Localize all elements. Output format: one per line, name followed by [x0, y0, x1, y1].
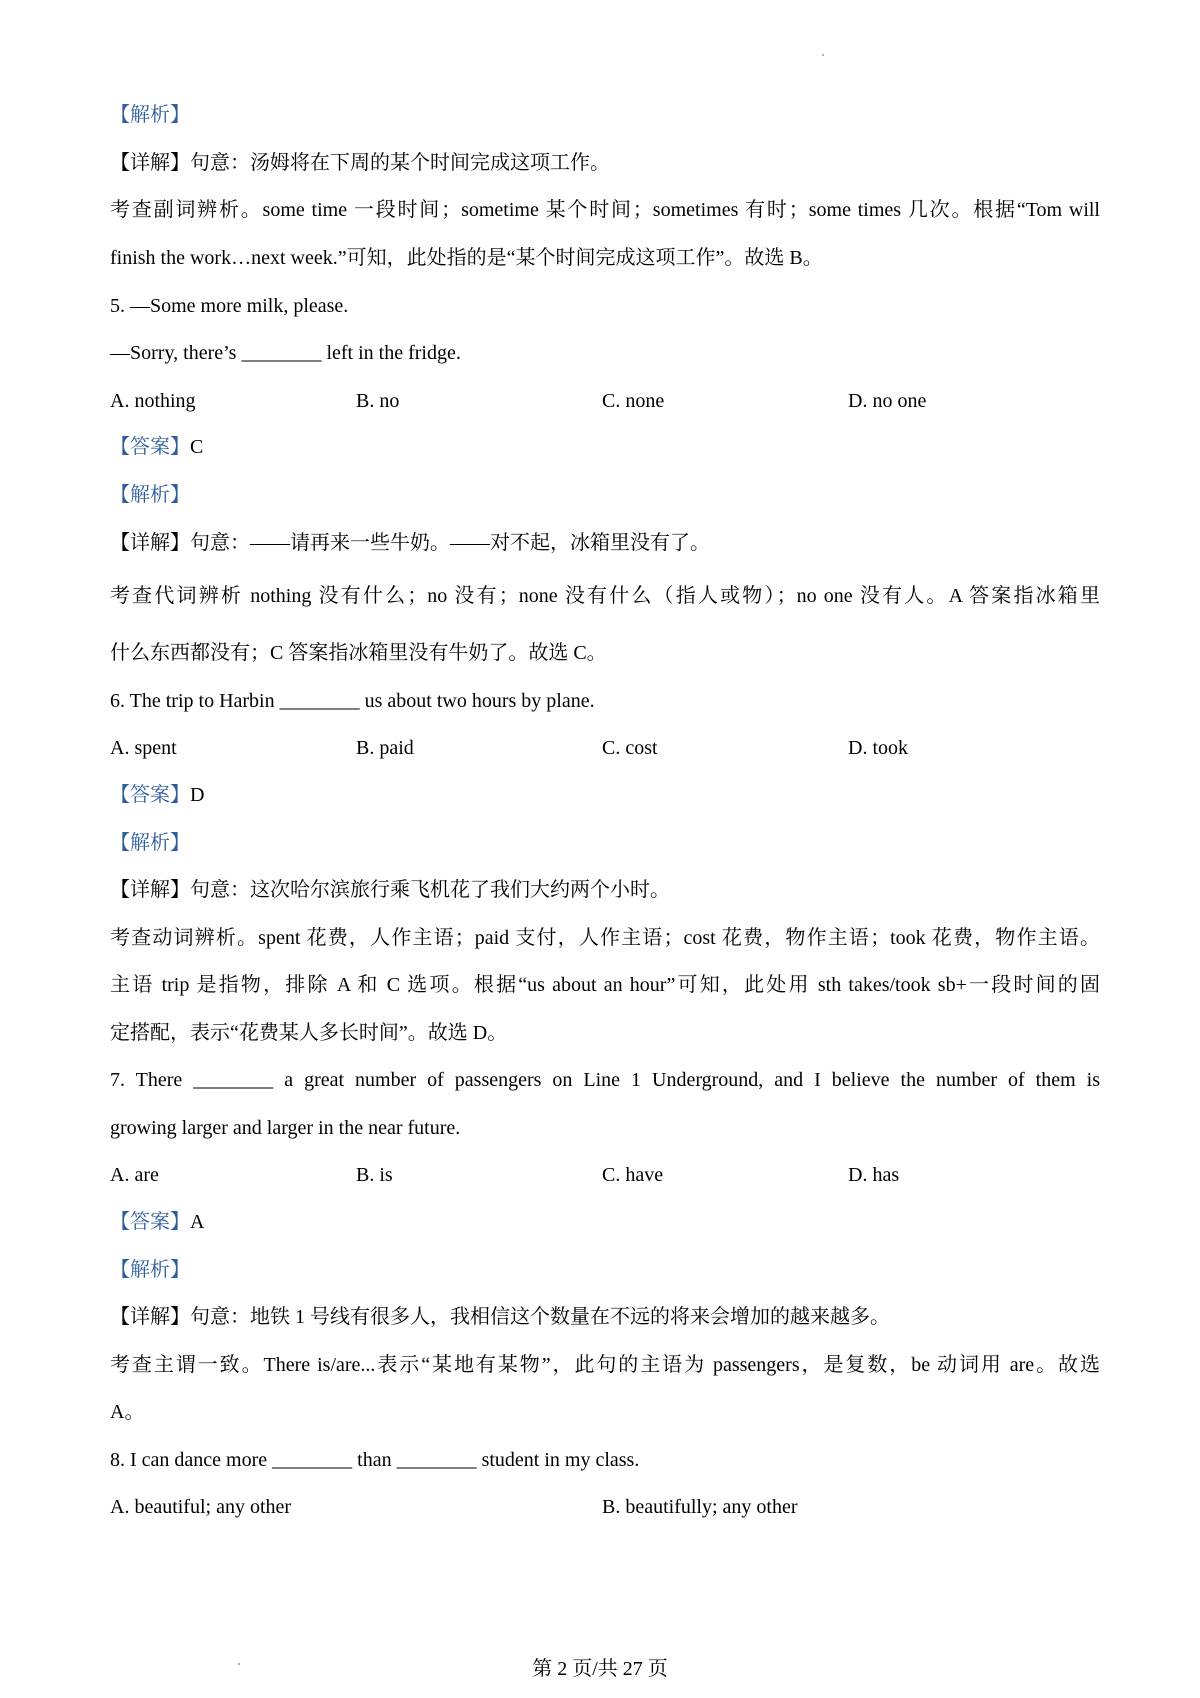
option-b: B. beautifully; any other	[602, 1496, 798, 1518]
answer-value: C	[190, 436, 204, 458]
scan-speck	[822, 54, 824, 56]
explanation-text: 考查动词辨析。spent 花费，人作主语；paid 支付，人作主语；cost 花费，物作主语；took 花费，物作主语。	[110, 927, 1100, 949]
answer-tag: 【答案】	[110, 436, 190, 458]
explanation-text: 定搭配，表示“花费某人多长时间”。故选 D。	[110, 1022, 508, 1044]
answer-value: A	[190, 1211, 205, 1233]
option-b: B. no	[356, 390, 400, 412]
answer-line	[110, 1209, 204, 1235]
page-number: 第 2 页/共 27 页	[532, 1658, 668, 1680]
option-a: A. beautiful; any other	[110, 1496, 292, 1518]
option-a: A. spent	[110, 737, 177, 759]
detail-text: 【详解】句意：这次哈尔滨旅行乘飞机花了我们大约两个小时。	[110, 879, 670, 901]
analysis-tag: 【解析】	[110, 832, 190, 854]
option-b: B. is	[356, 1164, 393, 1186]
answer-tag: 【答案】	[110, 1211, 190, 1233]
answer-value: D	[190, 784, 205, 806]
option-b: B. paid	[356, 737, 414, 759]
option-c: C. have	[602, 1164, 664, 1186]
option-c: C. cost	[602, 737, 658, 759]
explanation-text: A。	[110, 1401, 145, 1423]
explanation-text: finish the work…next week.”可知，此处指的是“某个时间完成这项工作”。故选 B。	[110, 247, 823, 269]
question-stem: 5. —Some more milk, please.	[110, 295, 349, 317]
explanation-text: 考查副词辨析。some time 一段时间；sometime 某个时间；sometimes 有时；some times 几次。根据“Tom will	[110, 199, 1100, 221]
option-d: D. no one	[848, 390, 927, 412]
question-stem: growing larger and larger in the near future.	[110, 1117, 461, 1139]
analysis-tag: 【解析】	[110, 104, 190, 126]
analysis-tag: 【解析】	[110, 484, 190, 506]
question-stem: 6. The trip to Harbin ________ us about two hours by plane.	[110, 690, 595, 712]
answer-line	[110, 782, 204, 808]
option-a: A. nothing	[110, 390, 196, 412]
explanation-text: 考查代词辨析 nothing 没有什么；no 没有；none 没有什么（指人或物）；no one 没有人。A 答案指冰箱里	[110, 585, 1100, 607]
explanation-text: 考查主谓一致。There is/are...表示“某地有某物”，此句的主语为 passengers，是复数，be 动词用 are。故选	[110, 1354, 1100, 1376]
detail-text: 【详解】句意：地铁 1 号线有很多人，我相信这个数量在不远的将来会增加的越来越多。	[110, 1306, 890, 1328]
option-c: C. none	[602, 390, 665, 412]
question-stem: —Sorry, there’s ________ left in the fridge.	[110, 342, 461, 364]
option-d: D. took	[848, 737, 908, 759]
explanation-text: 什么东西都没有；C 答案指冰箱里没有牛奶了。故选 C。	[110, 642, 607, 664]
answer-line	[110, 434, 203, 460]
detail-text: 【详解】句意：汤姆将在下周的某个时间完成这项工作。	[110, 152, 610, 174]
explanation-text: 主语 trip 是指物，排除 A 和 C 选项。根据“us about an hour”可知，此处用 sth takes/took sb+一段时间的固	[110, 974, 1100, 996]
answer-tag: 【答案】	[110, 784, 190, 806]
question-stem: 7. There ________ a great number of passengers on Line 1 Underground, and I believe the number of them is	[110, 1069, 1100, 1091]
question-stem: 8. I can dance more ________ than ________ student in my class.	[110, 1449, 640, 1471]
option-a: A. are	[110, 1164, 159, 1186]
detail-text: 【详解】句意：——请再来一些牛奶。——对不起，冰箱里没有了。	[110, 532, 710, 554]
analysis-tag: 【解析】	[110, 1259, 190, 1281]
option-d: D. has	[848, 1164, 900, 1186]
